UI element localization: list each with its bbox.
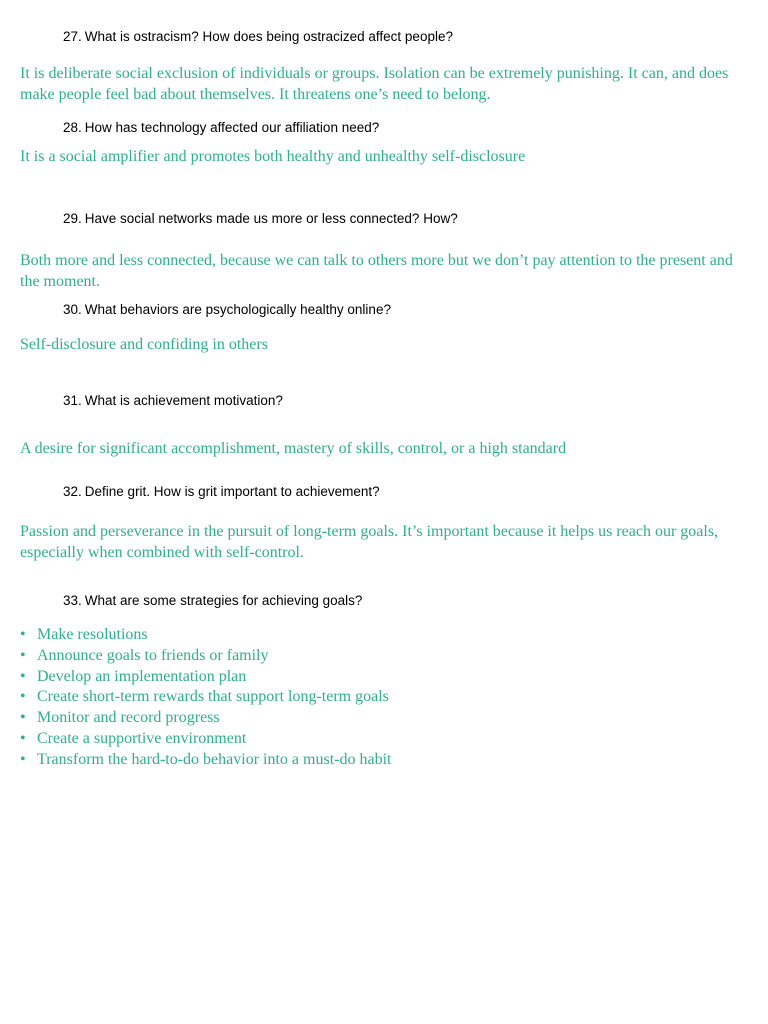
question-number: 33. [63,593,82,608]
bullet: • [20,750,26,768]
question-32 [63,484,380,499]
bullet: • [20,646,26,664]
answer-31: A desire for significant accomplishment, mastery of skills, control, or a high standard [20,440,567,457]
bullet: • [20,709,26,727]
bullet: • [20,729,26,747]
list-item [20,750,391,771]
bullet: • [20,667,26,685]
list-item-text: Create short-term rewards that support long-term goals [37,688,389,706]
list-item [20,708,391,729]
list-item [20,667,391,688]
list-item [20,729,391,750]
bullet: • [20,688,26,706]
question-29 [63,211,458,226]
answer-30: Self-disclosure and confiding in others [20,336,268,353]
answer-29: Both more and less connected, because we can talk to others more but we don’t pay attention to the present and the moment. [20,252,733,290]
question-number: 32. [63,484,82,499]
answer-32: Passion and perseverance in the pursuit of long-term goals. It’s important because it helps us reach our goals, especially when combined with self-control. [20,523,719,561]
question-number: 31. [63,393,82,408]
question-33 [63,593,362,608]
question-text: What is achievement motivation? [84,393,283,408]
answer-27: It is deliberate social exclusion of individuals or groups. Isolation can be extremely punishing. It can, and does make people feel bad about themselves. It threatens one’s need to belong. [20,65,729,103]
question-31 [63,393,283,408]
question-28 [63,120,379,135]
list-item [20,625,391,646]
list-item-text: Make resolutions [37,626,148,643]
question-27 [63,29,453,44]
answer-28: It is a social amplifier and promotes both healthy and unhealthy self-disclosure [20,148,526,165]
list-item-text: Develop an implementation plan [37,667,247,685]
list-item [20,646,391,667]
list-item-text: Create a supportive environment [37,729,247,747]
question-number: 28. [63,120,82,135]
question-text: How has technology affected our affiliation need? [84,120,380,135]
list-item-text: Monitor and record progress [37,709,220,727]
question-text: Define grit. How is grit important to achievement? [84,484,380,499]
question-number: 29. [63,211,82,226]
question-number: 30. [63,302,82,317]
question-number: 27. [63,29,82,44]
question-30 [63,302,391,317]
list-item [20,687,391,708]
list-item-text: Transform the hard-to-do behavior into a must-do habit [37,750,392,768]
list-item-text: Announce goals to friends or family [37,646,269,664]
question-text: What is ostracism? How does being ostracized affect people? [84,29,453,44]
strategies-list [20,625,391,771]
question-text: What are some strategies for achieving goals? [84,593,363,608]
question-text: What behaviors are psychologically healthy online? [84,302,391,317]
question-text: Have social networks made us more or less connected? How? [84,211,458,226]
bullet: • [20,626,26,643]
